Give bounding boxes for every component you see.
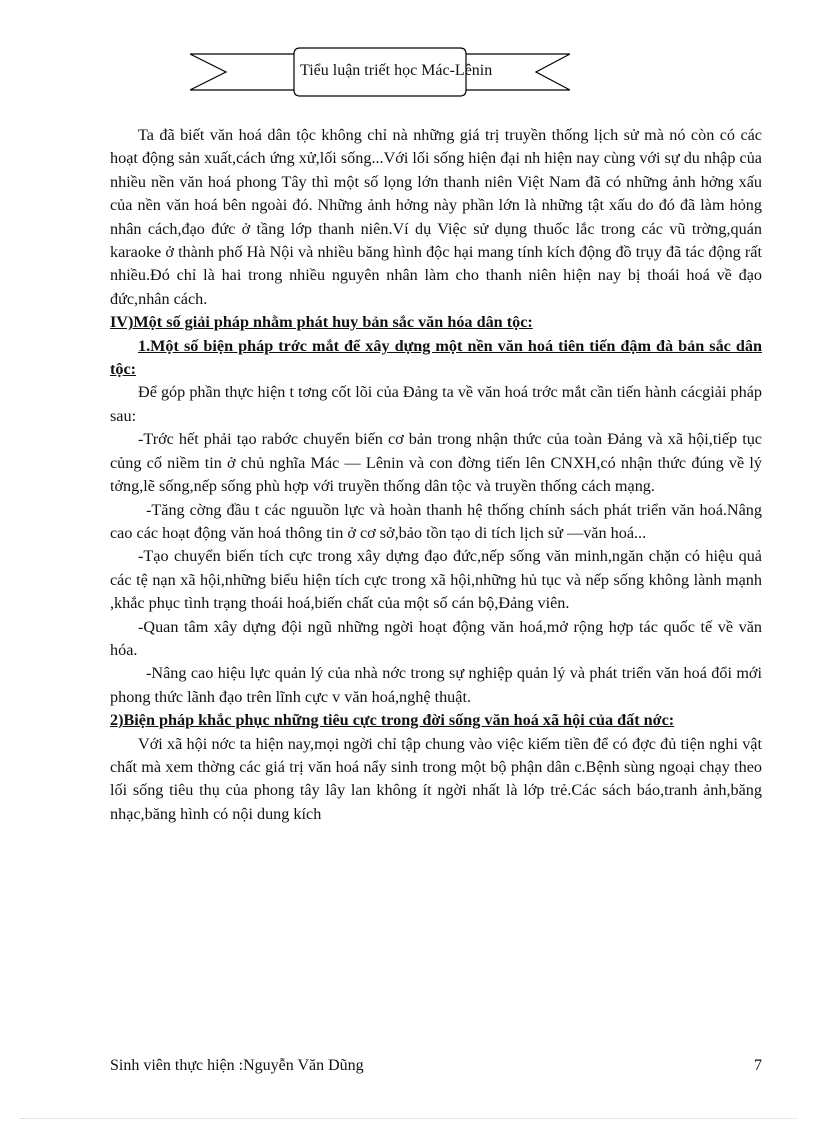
paragraph-item-1: -Trớc hết phải tạo rabớc chuyển biến cơ bản trong nhận thức của toàn Đảng và xã hội,tiếp tục củng cố niềm tin ở chủ nghĩa Mác — Lênin và con đờng tiến lên CNXH,có nhận thức đúng về lý tởng,lẽ sống,nếp sống phù hợp với truyền thống dân tộc và truyền thống cách mạng. [110,430,762,496]
subsection-heading-1: 1.Một số biện pháp trớc mắt để xây dựng một nền văn hoá tiên tiến đậm đà bản sắc dân tộc: [110,336,762,379]
page-footer [110,1054,762,1078]
paragraph-item-5: -Nâng cao hiệu lực quản lý của nhà nớc trong sự nghiệp quản lý và phát triển văn hoá đổi mới phong thức lãnh đạo trên lĩnh cực v văn hoá,nghệ thuật. [110,664,762,706]
document-title: Tiểu luận triết học Mác-Lênin [300,62,493,79]
page-number: 7 [754,1057,762,1074]
footer-author: Sinh viên thực hiện :Nguyễn Văn Dũng [110,1057,364,1074]
paragraph-item-4: -Quan tâm xây dựng đội ngũ những ngời hoạt động văn hoá,mở rộng hợp tác quốc tế về văn hóa. [110,617,762,659]
subsection-heading-2: 2)Biện pháp khắc phục những tiêu cực trong đời sống văn hoá xã hội của đất nớc: [110,711,675,730]
paragraph-item-2: -Tăng cờng đầu t các nguuồn lực và hoàn thanh hệ thống chính sách phát triển văn hoá.Nâng cao các hoạt động văn hoá thông tin ở cơ sở,bảo tồn tạo di tích lịch sử —văn hoá... [110,500,762,542]
paragraph-society: Với xã hội nớc ta hiện nay,mọi ngời chỉ tập chung vào việc kiếm tiền để có đợc đủ tiện nghi vật chất mà xem thờng các giá trị văn hoá nẩy sinh trong một bộ phận dân c.Bệnh sùng ngoại chạy theo lối sống tiêu thụ của phong tây lây lan không ít ngời nhất là lớp trẻ.Các sách báo,tranh ảnh,băng nhạc,băng hình có nội dung kích [110,734,762,823]
header-banner [190,46,570,98]
intro-paragraph: Ta đã biết văn hoá dân tộc không chỉ nà những giá trị truyền thống lịch sử mà nó còn có các hoạt động sản xuất,cách ứng xử,lối sống...Với lối sống hiện đại nh hiện nay cùng với sự du nhập của nhiều nền văn hoá phong Tây thì một số lọng lớn thanh niên Việt Nam đã có những ảnh hởng xấu của nền văn hoá bên ngoài đó. Những ảnh hởng này phần lớn là những tật xấu do đó đã làm hỏng nhân cách,đạo đức ở tầng lớp thanh niên.Ví dụ Việc sử dụng thuốc lắc trong các vũ trờng,quán karaoke ở thành phố Hà Nội và nhiều băng hình độc hại mang tính kích động đồ trụy đã tác động rất nhiều.Đó chỉ là hai trong nhiều nguyên nhân làm cho thanh niên hiện nay bị thoái hoá về đạo đức,nhân cách. [110,126,762,308]
page-bottom-border [20,1118,796,1119]
document-body [110,124,762,826]
paragraph-solutions-intro: Để góp phần thực hiện t tơng cốt lõi của Đảng ta về văn hoá trớc mắt cần tiến hành cácgiải pháp sau: [110,383,762,425]
section-heading-iv: IV)Một số giải pháp nhằm phát huy bản sắc văn hóa dân tộc: [110,313,533,332]
paragraph-item-3: -Tạo chuyển biến tích cực trong xây dựng đạo đức,nếp sống văn minh,ngăn chặn có hiệu quả các tệ nạn xã hội,những biểu hiện tích cực trong xã hội,những hủ tục và nếp sống không lành mạnh ,khắc phục tình trạng thoái hoá,biến chất của một số cán bộ,Đảng viên. [110,547,762,613]
